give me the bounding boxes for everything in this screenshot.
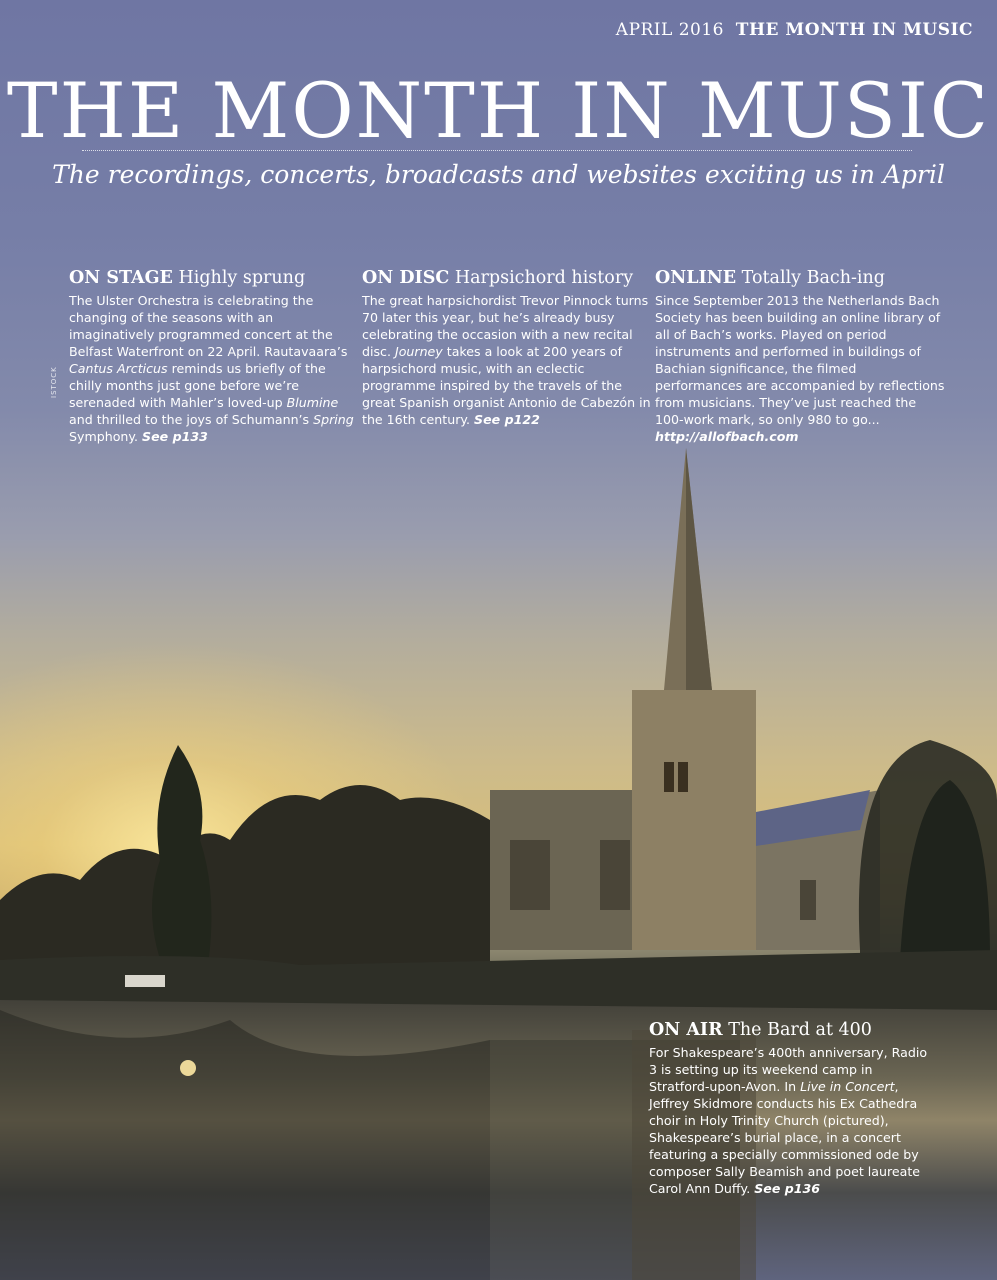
on-disc-kicker: ON DISC bbox=[362, 268, 450, 288]
online-kicker: ONLINE bbox=[655, 268, 737, 288]
on-air-page-ref: See p136 bbox=[754, 1181, 821, 1196]
on-air-heading bbox=[649, 1018, 931, 1042]
on-disc-text-1: The great harpsichordist Trevor Pinnock turns 70 later this year, but he’s already busy celebrating the occasion with a new recital disc. bbox=[362, 293, 649, 359]
on-air-programme: Live in Concert bbox=[800, 1079, 895, 1094]
on-air-text-1: For Shakespeare’s 400th anniversary, Radio 3 is setting up its weekend camp in Stratford-upon-Avon. In bbox=[649, 1045, 928, 1094]
on-air-title: The Bard at 400 bbox=[728, 1020, 872, 1040]
page-subtitle: The recordings, concerts, broadcasts and websites exciting us in April bbox=[52, 160, 945, 189]
on-stage-body bbox=[69, 292, 359, 445]
folio-month: APRIL 2016 bbox=[615, 20, 724, 40]
page-title: THE MONTH IN MUSIC bbox=[6, 66, 991, 155]
on-disc-page-ref: See p122 bbox=[474, 412, 540, 427]
on-air-body bbox=[649, 1044, 931, 1197]
folio-section: THE MONTH IN MUSIC bbox=[735, 20, 973, 40]
on-air-kicker: ON AIR bbox=[649, 1020, 723, 1040]
column-on-stage bbox=[69, 266, 359, 445]
online-url-link[interactable]: http://allofbach.com bbox=[655, 429, 799, 444]
on-stage-heading bbox=[69, 266, 359, 290]
photo-credit: ISTOCK bbox=[50, 366, 58, 398]
on-stage-text-4: Symphony. bbox=[69, 429, 143, 444]
on-stage-page-ref: See p133 bbox=[142, 429, 208, 444]
on-disc-title: Harpsichord history bbox=[454, 268, 634, 288]
on-air-text-2: , Jeffrey Skidmore conducts his Ex Cathedra choir in Holy Trinity Church (pictured), Shakespeare’s burial place, in a concert featuring a specially commissioned ode by composer Sally Beamish and poet laureate Carol Ann Duffy. bbox=[649, 1079, 921, 1196]
online-title: Totally Bach-ing bbox=[741, 268, 885, 288]
column-on-disc bbox=[362, 266, 652, 428]
on-stage-work-3: Spring bbox=[313, 412, 354, 427]
on-stage-text-3: and thrilled to the joys of Schumann’s bbox=[69, 412, 314, 427]
on-disc-heading bbox=[362, 266, 652, 290]
column-online bbox=[655, 266, 945, 445]
on-stage-text-2: reminds us briefly of the chilly months just gone before we’re serenaded with Mahler’s loved-up bbox=[69, 361, 326, 410]
online-heading bbox=[655, 266, 945, 290]
online-text-1: Since September 2013 the Netherlands Bach Society has been building an online library of all of Bach’s works. Played on period instruments and performed in buildings of Bachian significance, the filmed performances are accompanied by reflections from musicians. They’ve just reached the 100-work mark, so only 980 to go... bbox=[655, 293, 945, 427]
on-disc-body bbox=[362, 292, 652, 428]
on-stage-text-1: The Ulster Orchestra is celebrating the changing of the seasons with an imaginatively programmed concert at the Belfast Waterfront on 22 April. Rautavaara’s bbox=[69, 293, 348, 359]
online-body bbox=[655, 292, 945, 445]
on-stage-title: Highly sprung bbox=[178, 268, 306, 288]
on-stage-work-1: Cantus Arcticus bbox=[69, 361, 168, 376]
on-stage-kicker: ON STAGE bbox=[69, 268, 173, 288]
column-on-air bbox=[649, 1018, 931, 1197]
on-disc-text-2: takes a look at 200 years of harpsichord music, with an eclectic programme inspired by the travels of the great Spanish organist Antonio de Cabezón in the 16th century. bbox=[362, 344, 651, 427]
on-disc-work-1: Journey bbox=[395, 344, 443, 359]
page-folio bbox=[616, 20, 973, 40]
title-divider bbox=[82, 150, 912, 151]
on-stage-work-2: Blumine bbox=[286, 395, 339, 410]
